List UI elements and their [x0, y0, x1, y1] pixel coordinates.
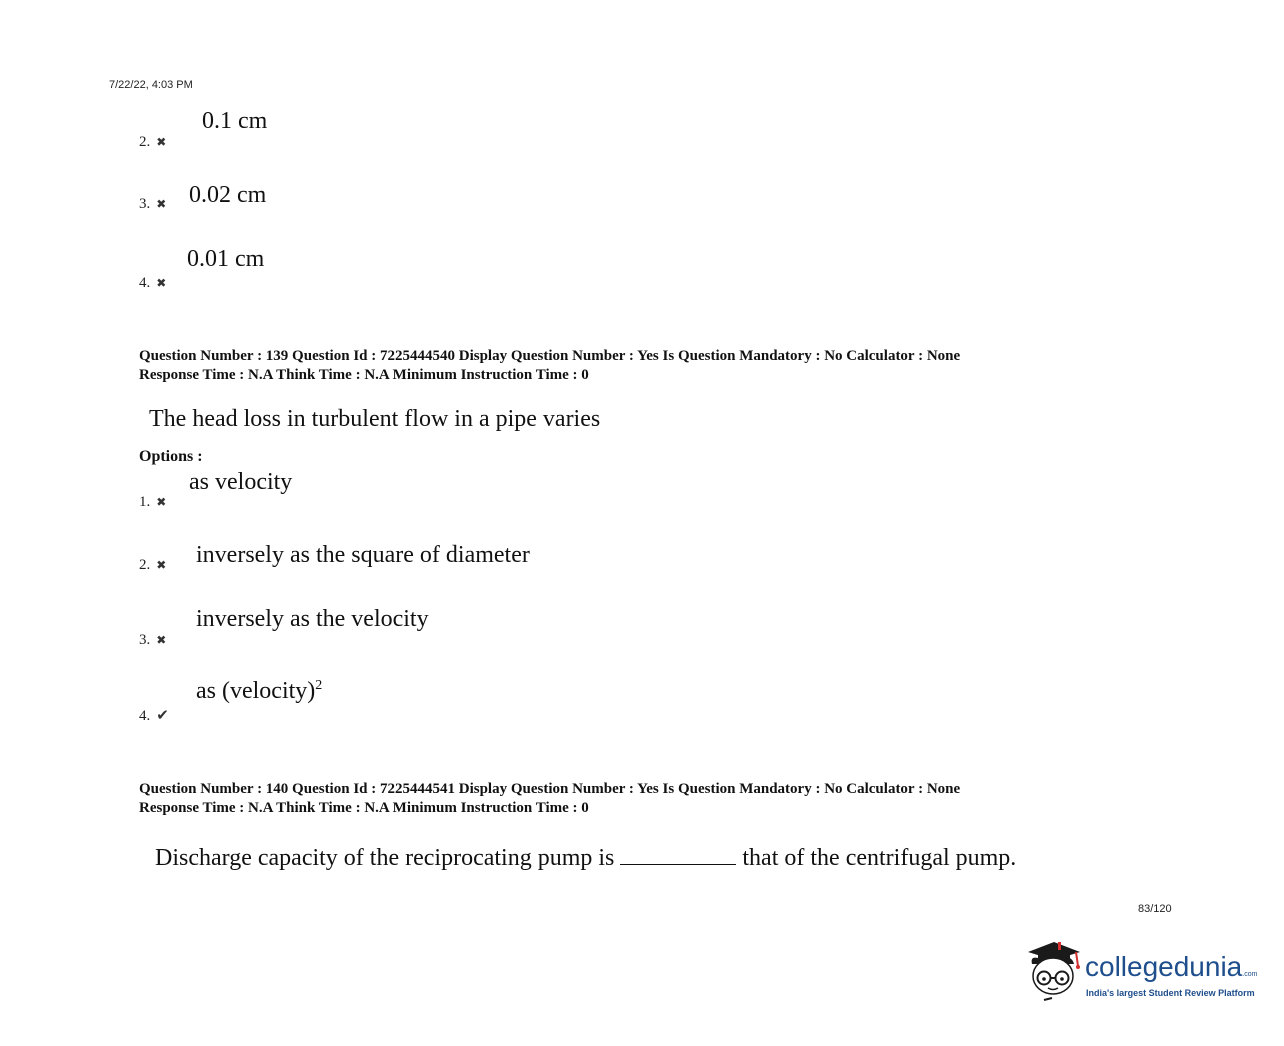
question-meta-line2: Response Time : N.A Think Time : N.A Minimum Instruction Time : 0 — [139, 367, 589, 383]
option-number: 2. — [139, 557, 151, 573]
question-meta — [139, 780, 960, 818]
question-text-before: Discharge capacity of the reciprocating pump is — [155, 845, 615, 871]
mascot-icon — [1024, 938, 1086, 1006]
option-text: 0.1 cm — [202, 108, 268, 134]
option-marker — [139, 631, 166, 649]
print-timestamp: 7/22/22, 4:03 PM — [109, 79, 193, 91]
option-number: 1. — [139, 494, 151, 510]
option-number: 3. — [139, 632, 151, 648]
option-text: as velocity — [189, 469, 293, 495]
option-marker — [139, 274, 166, 292]
option-text: inversely as the square of diameter — [196, 542, 530, 568]
options-label: Options : — [139, 448, 203, 465]
option-number: 4. — [139, 275, 151, 291]
answer-blank — [620, 844, 736, 865]
question-meta-line1: Question Number : 139 Question Id : 7225444540 Display Question Number : Yes Is Question Mandatory : No Calculator : None — [139, 348, 961, 364]
logo-suffix: .com — [1242, 971, 1258, 978]
cross-icon: ✖ — [156, 276, 167, 290]
option-marker — [139, 556, 166, 574]
cross-icon: ✖ — [156, 495, 167, 509]
question-meta-line1: Question Number : 140 Question Id : 7225444541 Display Question Number : Yes Is Question Mandatory : No Calculator : None — [139, 781, 961, 797]
option-marker — [139, 706, 169, 725]
option-text-main: as (velocity) — [196, 678, 316, 704]
option-number: 3. — [139, 196, 151, 212]
page-number: 83/120 — [1138, 903, 1172, 915]
option-text — [196, 678, 322, 705]
cross-icon: ✖ — [156, 135, 167, 149]
option-text: inversely as the velocity — [196, 606, 429, 632]
question-text: The head loss in turbulent flow in a pipe varies — [149, 406, 601, 432]
cross-icon: ✖ — [156, 197, 167, 211]
cross-icon: ✖ — [156, 633, 167, 647]
question-meta-line2: Response Time : N.A Think Time : N.A Minimum Instruction Time : 0 — [139, 800, 589, 816]
option-text: 0.02 cm — [189, 182, 267, 208]
logo-brand: collegedunia — [1085, 951, 1243, 982]
option-text: 0.01 cm — [187, 246, 265, 272]
cross-icon: ✖ — [156, 558, 167, 572]
question-text-after: that of the centrifugal pump. — [742, 845, 1017, 871]
option-number: 4. — [139, 708, 151, 724]
logo-wordmark — [1085, 951, 1257, 983]
option-number: 2. — [139, 134, 151, 150]
check-icon: ✔ — [156, 706, 169, 724]
option-marker — [139, 493, 166, 511]
option-marker — [139, 195, 166, 213]
option-marker — [139, 133, 166, 151]
question-meta — [139, 347, 960, 385]
logo-tagline: India's largest Student Review Platform — [1086, 988, 1255, 998]
question-text — [155, 844, 1016, 872]
superscript: 2 — [315, 678, 323, 693]
